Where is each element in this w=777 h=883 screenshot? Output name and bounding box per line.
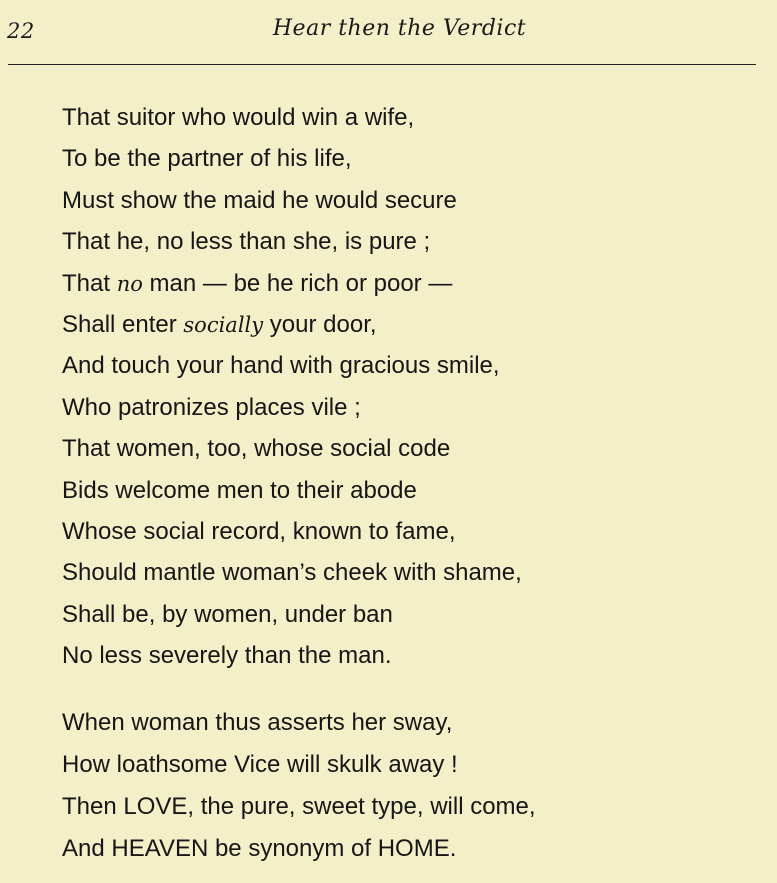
stanza-1 xyxy=(62,97,522,676)
poem-line: Who patronizes places vile ; xyxy=(62,393,361,421)
poem-line: How loathsome Vice will skulk away ! xyxy=(62,751,458,778)
page-number: 22 xyxy=(7,19,35,43)
poem-line: When woman thus asserts her sway, xyxy=(62,709,453,736)
poem-line: To be the partner of his life, xyxy=(62,145,352,173)
poem-line: And HEAVEN be synonym of HOME. xyxy=(62,835,457,862)
poem-line: Bids welcome men to their abode xyxy=(62,476,417,504)
poem-line: Whose social record, known to fame, xyxy=(62,517,456,545)
poem-line: And touch your hand with gracious smile, xyxy=(62,352,500,380)
poem-line: That women, too, whose social code xyxy=(62,435,451,463)
poem-line: No less severely than the man. xyxy=(62,642,392,670)
poem-line: That he, no less than she, is pure ; xyxy=(62,228,431,256)
poem-line: That suitor who would win a wife, xyxy=(62,104,415,131)
poem-line: Then LOVE, the pure, sweet type, will come, xyxy=(62,793,536,820)
poem-line: Shall enter socially your door, xyxy=(62,310,377,338)
poem-line: Should mantle woman’s cheek with shame, xyxy=(62,559,522,587)
italic-word: no xyxy=(116,271,143,296)
running-title: Hear then the Verdict xyxy=(272,16,527,41)
poem-line: That no man — be he rich or poor — xyxy=(62,269,453,297)
poem-line: Must show the maid he would secure xyxy=(62,186,457,214)
poem-line: Shall be, by women, under ban xyxy=(62,600,393,628)
italic-word: socially xyxy=(183,312,264,337)
header-rule xyxy=(8,64,756,65)
stanza-2 xyxy=(62,702,536,870)
